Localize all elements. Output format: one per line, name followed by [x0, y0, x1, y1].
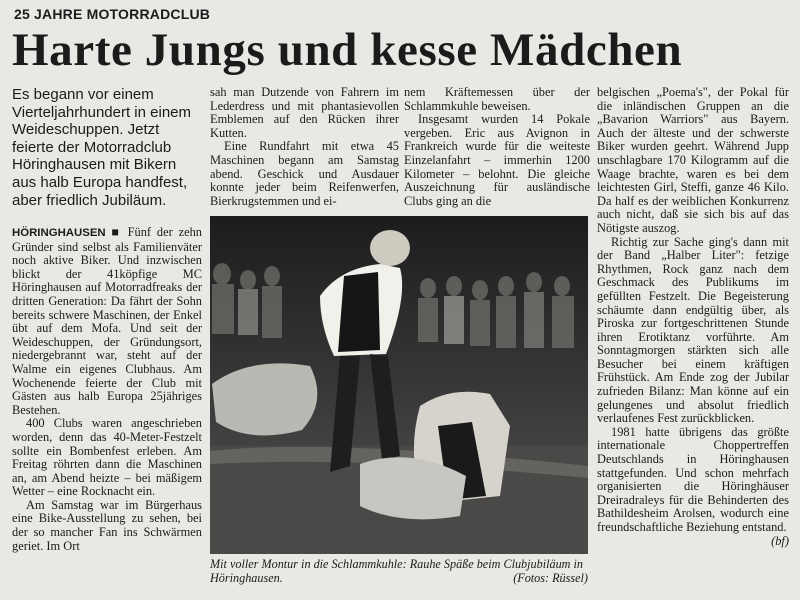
column-3	[404, 86, 590, 208]
caption-text: Mit voller Montur in die Schlammkuhle: Rauhe Späße beim Clubjubiläum in Höringhausen.	[210, 557, 584, 585]
col4-p3-text: 1981 hatte übrigens das größte internationale Choppertreffen Deutschlands in Höringhausen stattgefunden. Und schon mehrfach organisierten die Höringhäuser Dreiradraleys für die Behinderten des Bathildesheim Arolsen, wodurch eine freundschaftliche Beziehung entstand.	[597, 424, 789, 534]
lead-paragraph: Es begann vor einem Vierteljahrhundert in einem Weideschuppen. Jetzt feierte der Motorradclub Höringhausen mit Bikern aus halb Europa handfest, aber friedlich Jubiläum.	[12, 86, 191, 209]
column-1-paragraph-3: Am Samstag war im Bürgerhaus eine Bike-Ausstellung zu sehen, bei der so mancher Fan ins Schwärmen geriet. Im Ort	[12, 497, 202, 553]
photo-credit: (Fotos: Rüssel)	[513, 571, 588, 585]
news-photo	[210, 216, 588, 554]
column-2	[210, 86, 399, 208]
column-2-paragraph-2: Eine Rundfahrt mit etwa 45 Maschinen begann am Samstag abend. Geschick und Ausdauer konnte jeder beim Reifenwerfen, Bierkrugstemmen und ei-	[210, 139, 399, 208]
column-1-paragraph-1	[12, 226, 202, 417]
headline: Harte Jungs und kesse Mädchen	[12, 24, 683, 76]
signoff: (bf)	[771, 533, 789, 548]
dateline: HÖRINGHAUSEN	[12, 227, 106, 239]
column-2-paragraph-1: sah man Dutzende von Fahrern im Lederdress und mit phantasievollen Emblemen auf den Rücken ihrer Kutten.	[210, 85, 399, 140]
column-3-paragraph-1: nem Kräftemessen über der Schlammkuhle beweisen.	[404, 85, 590, 113]
kicker: 25 JAHRE MOTORRADCLUB	[14, 6, 211, 22]
photo-illustration	[210, 216, 588, 554]
square-bullet-icon: ■	[111, 225, 122, 239]
column-1	[12, 226, 202, 553]
photo-caption	[210, 557, 588, 585]
column-4-paragraph-2: Richtig zur Sache ging's dann mit der Band „Halber Liter": fetzige Rhythmen, Rock ganz nach dem Geschmack des Publikums im gefüllten Festzelt. Die Begeisterung schäumte dann endgültig über, als Piroska zur fortgeschrittenen Stunde ihren Erotiktanz vorführte. Am Sonntagmorgen stärkten sich alle Besucher bei einem kräftigen Frühstück. Am Ende zog der Jubilar zufrieden Bilanz: Man könne auf ein gelungenes und absolut friedlich verlaufenes Fest zurückblicken.	[597, 234, 789, 426]
column-4	[597, 86, 789, 548]
column-4-paragraph-1: belgischen „Poema's", der Pokal für die inländischen Gruppen an die „Bavarion Warriors" aus Bayern. Auch der älteste und der schwerste Biker wurden geehrt. Während Jupp unschlagbare 170 Kilogramm auf die Waage brachte, waren es bei dem leichtesten Girl, Steffi, ganze 46 Kilo. Da half es der weiblichen Konkurrenz auch nicht, daß sie sich bis auf das Nötigste auszog.	[597, 85, 789, 235]
column-1-paragraph-2: 400 Clubs waren angeschrieben worden, denn das 40-Meter-Festzelt sollte ein Bombenfest erleben. Am Freitag röhrten dann die Maschinen an, am Abend heizte – bei mäßigem Wetter – eine Rocknacht ein.	[12, 416, 202, 499]
col1-p1-text: Fünf der zehn Gründer sind selbst als Familienväter noch aktive Biker. Und inzwischen blickt der 41köpfige MC Höringhausen auf Motorradfreaks der dritten Generation: Da fährt der Sohn bereits schwere Maschinen, der Enkel übt auf dem Mofa. Und seit der Weideschuppen, der Gründungsort, niedergebrannt war, steht auf der Walme ein eigenes Clubhaus. Am Wochenende feierte der Club mit Gästen aus halb Europa 25jähriges Bestehen.	[12, 225, 202, 417]
column-3-paragraph-2: Insgesamt wurden 14 Pokale vergeben. Eric aus Avignon in Frankreich wurde für die weiteste Einzelanfahrt – immerhin 1200 Kilometer – belohnt. Die gleiche Auszeichnung für ausländische Clubs ging an die	[404, 112, 590, 208]
column-4-paragraph-3	[597, 424, 789, 548]
